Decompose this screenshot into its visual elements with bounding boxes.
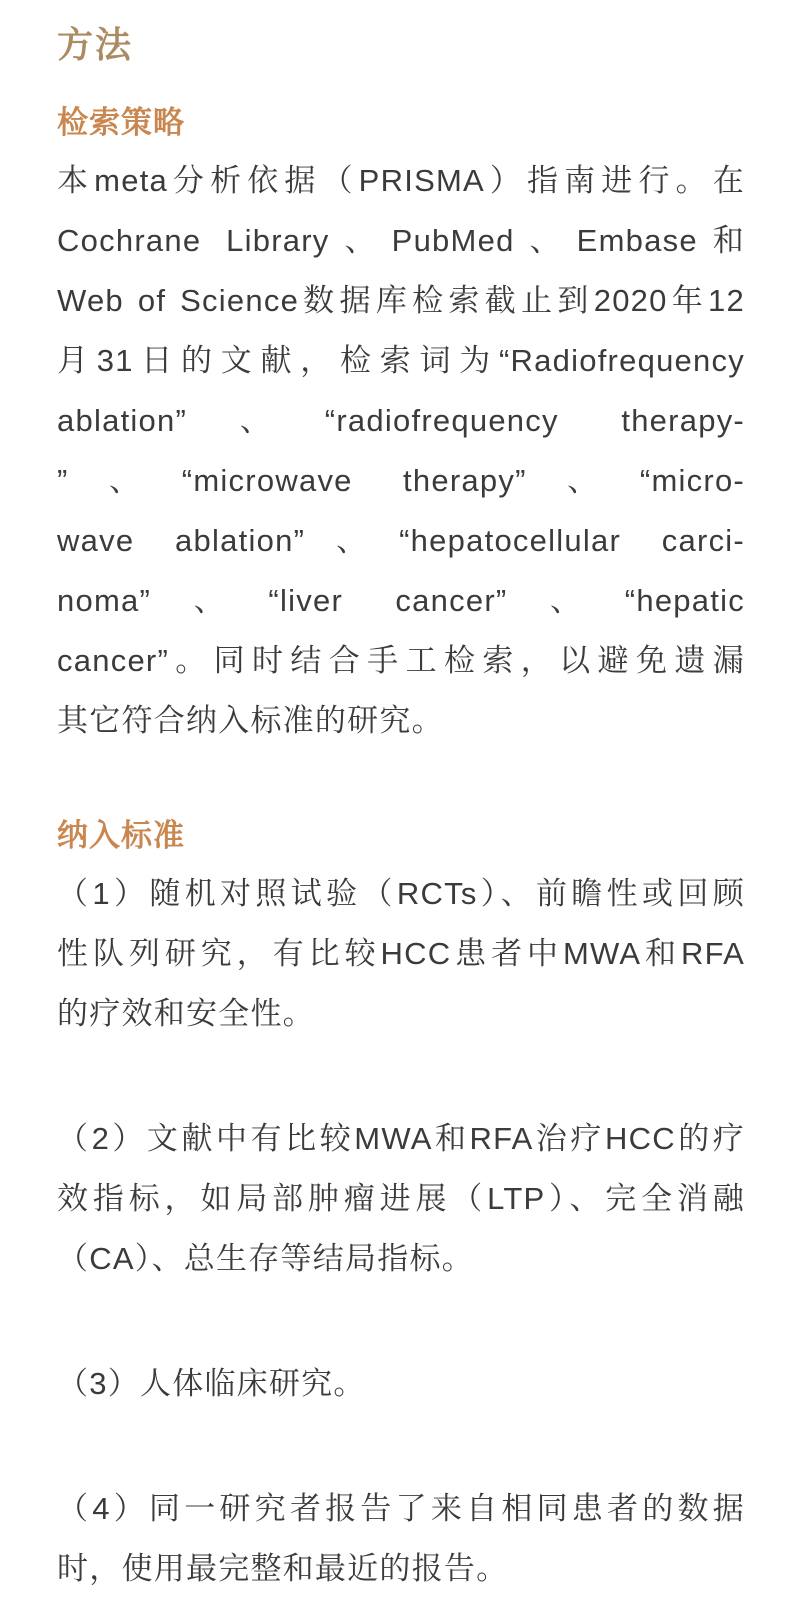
section-heading: 纳入标准 bbox=[57, 818, 185, 853]
text-line: Cochrane Library、PubMed、Embase和 bbox=[57, 223, 745, 258]
text-line: noma”、“liver cancer”、“hepatic bbox=[57, 583, 745, 618]
text-line: 性队列研究，有比较HCC患者中MWA和RFA bbox=[57, 936, 745, 971]
text-line: wave ablation”、“hepatocellular carci- bbox=[57, 523, 745, 558]
text-line: 时，使用最完整和最近的报告。 bbox=[57, 1551, 509, 1586]
section-heading: 检索策略 bbox=[57, 105, 185, 140]
text-line: ablation”、“radiofrequency therapy- bbox=[57, 403, 745, 438]
text-line: （1）随机对照试验（RCTs）、前瞻性或回顾 bbox=[57, 876, 745, 911]
text-line: 效指标，如局部肿瘤进展（LTP）、完全消融 bbox=[57, 1181, 745, 1216]
section bbox=[57, 103, 745, 751]
text-line: （3）人体临床研究。 bbox=[57, 1366, 366, 1401]
paragraph bbox=[57, 1479, 745, 1599]
paragraph bbox=[57, 151, 745, 751]
paragraph bbox=[57, 1109, 745, 1289]
text-line: ”、“microwave therapy”、“micro- bbox=[57, 463, 745, 498]
text-line: cancer”。同时结合手工检索，以避免遗漏 bbox=[57, 643, 745, 678]
page-title: 方法 bbox=[57, 25, 134, 65]
text-line: Web of Science数据库检索截止到2020年12 bbox=[57, 283, 745, 318]
section-paragraphs bbox=[57, 151, 745, 751]
text-line: 的疗效和安全性。 bbox=[57, 996, 315, 1031]
section bbox=[57, 816, 745, 1599]
paragraph bbox=[57, 864, 745, 1044]
text-line: 本meta分析依据（PRISMA）指南进行。在 bbox=[57, 163, 745, 198]
text-line: 其它符合纳入标准的研究。 bbox=[57, 703, 444, 738]
paragraph bbox=[57, 1354, 745, 1414]
text-line: （CA）、总生存等结局指标。 bbox=[57, 1241, 474, 1276]
text-line: （4）同一研究者报告了来自相同患者的数据 bbox=[57, 1491, 745, 1526]
section-paragraphs bbox=[57, 864, 745, 1599]
sections-container bbox=[57, 103, 745, 1599]
text-line: （2）文献中有比较MWA和RFA治疗HCC的疗 bbox=[57, 1121, 745, 1156]
text-line: 月31日的文献，检索词为“Radiofrequency bbox=[57, 343, 745, 378]
